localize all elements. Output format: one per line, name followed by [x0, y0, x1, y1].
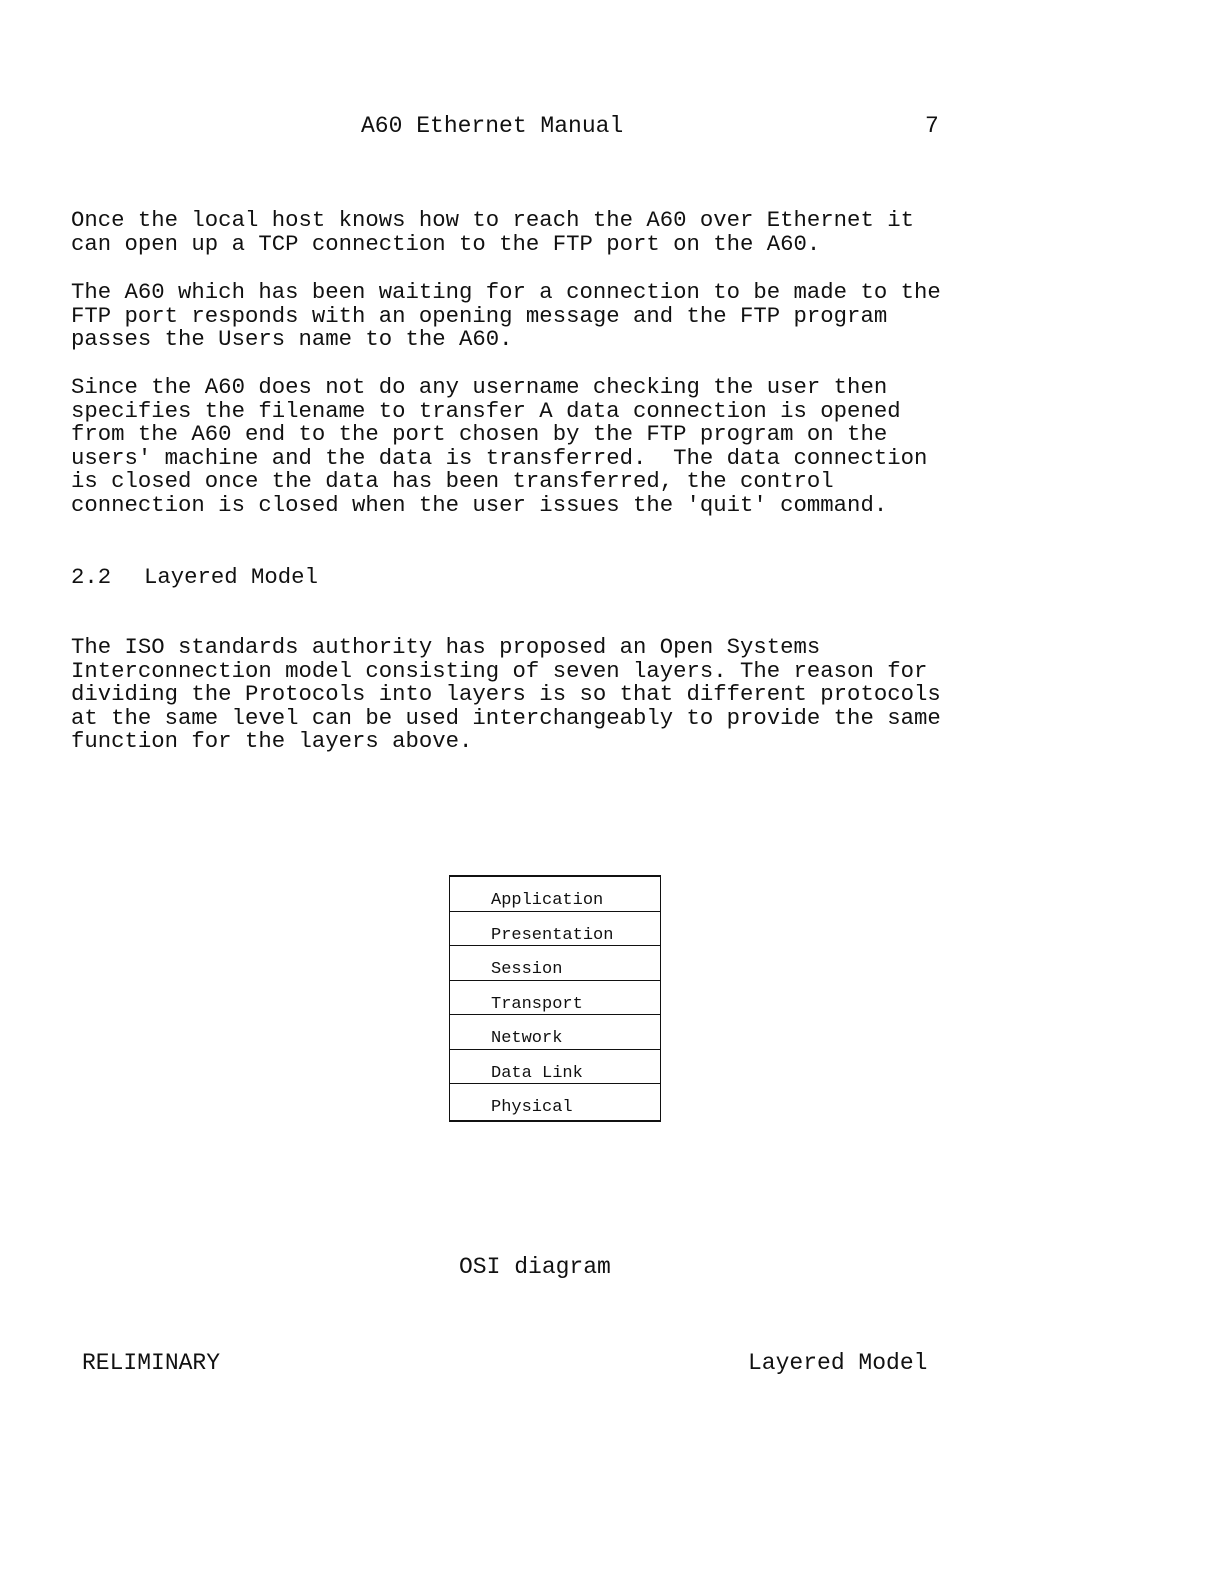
text-line: connection is closed when the user issues the 'quit' command.: [71, 491, 888, 518]
osi-layer-label: Presentation: [491, 925, 614, 945]
section-number: 2.2: [71, 564, 112, 590]
paragraph-4: [71, 636, 1071, 754]
osi-layer-label: Physical: [491, 1098, 573, 1117]
text-line: The ISO standards authority has proposed an Open Systems: [71, 634, 821, 660]
section-title: Layered Model: [144, 564, 318, 590]
osi-layer-physical: [450, 1084, 660, 1122]
page-number: 7: [925, 113, 939, 139]
osi-layer-label: Application: [491, 891, 604, 910]
paragraph-2: [71, 281, 1071, 352]
paragraph-3: [71, 376, 1071, 518]
text-line: is closed once the data has been transferred, the control: [71, 468, 834, 495]
osi-layer-application: [450, 877, 660, 912]
figure-caption: OSI diagram: [459, 1254, 611, 1280]
text-line: Interconnection model consisting of seven layers. The reason for: [71, 657, 928, 684]
osi-layer-presentation: [450, 912, 660, 947]
text-line: Since the A60 does not do any username checking the user then: [71, 374, 888, 400]
osi-layer-label: Session: [491, 960, 563, 979]
text-line: The A60 which has been waiting for a connection to be made to the: [71, 279, 941, 305]
osi-layer-label: Network: [491, 1029, 563, 1048]
paragraph-1: [71, 209, 1071, 256]
osi-layer-label: Transport: [491, 994, 583, 1014]
text-line: at the same level can be used interchangeably to provide the same: [71, 704, 941, 731]
text-line: Once the local host knows how to reach the A60 over Ethernet it: [71, 207, 914, 233]
footer-right-label: Layered Model: [748, 1350, 928, 1376]
text-line: function for the layers above.: [71, 728, 473, 755]
running-header-title: A60 Ethernet Manual: [361, 113, 624, 139]
text-line: users' machine and the data is transferred. The data connection: [71, 444, 928, 471]
text-line: passes the Users name to the A60.: [71, 326, 513, 353]
text-line: specifies the filename to transfer A data connection is opened: [71, 397, 901, 424]
osi-layer-label: Data Link: [491, 1063, 583, 1083]
footer-left-label: RELIMINARY: [82, 1350, 221, 1376]
osi-layer-transport: [450, 981, 660, 1016]
osi-layer-stack: [449, 875, 661, 1122]
osi-layer-session: [450, 946, 660, 981]
text-line: FTP port responds with an opening message and the FTP program: [71, 302, 888, 329]
text-line: from the A60 end to the port chosen by the FTP program on the: [71, 421, 888, 448]
text-line: dividing the Protocols into layers is so that different protocols: [71, 681, 941, 708]
text-line: can open up a TCP connection to the FTP port on the A60.: [71, 230, 821, 257]
osi-layer-data-link: [450, 1050, 660, 1085]
osi-layer-network: [450, 1015, 660, 1050]
